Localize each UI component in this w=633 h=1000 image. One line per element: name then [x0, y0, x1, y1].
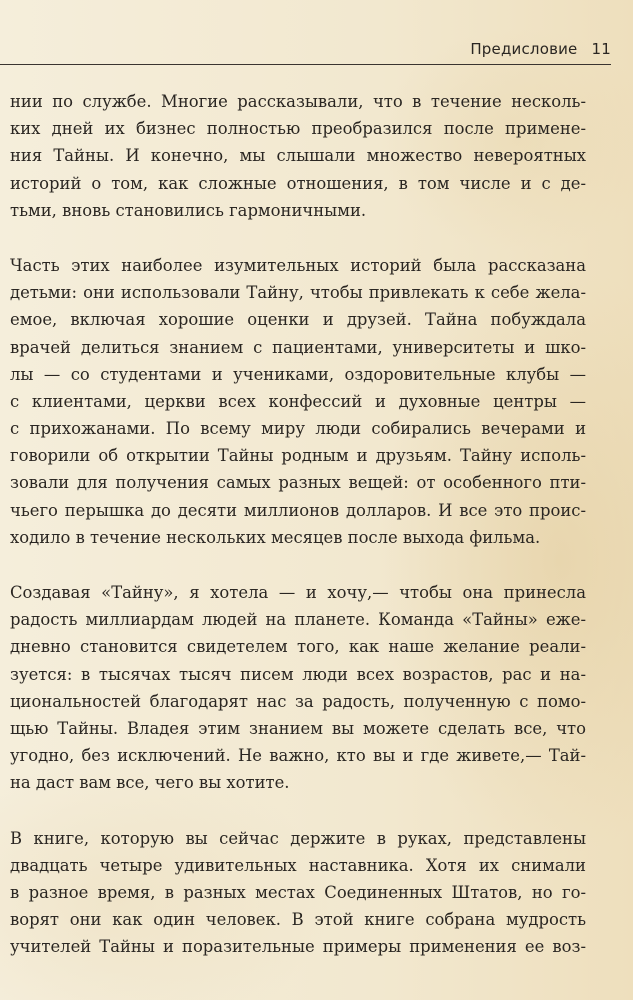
section-title: Предисловие — [470, 40, 578, 58]
text-line: ходило в течение нескольких месяцев после выхода фильма. — [10, 527, 541, 547]
body-text — [10, 88, 586, 988]
text-line: ворят они как один человек. В этой книге собрана мудрость — [10, 910, 586, 930]
text-line: дневно становится свидетелем того, как наше желание реали- — [10, 637, 586, 657]
text-line: циональностей благодарят нас за радость, полученную с помо- — [10, 691, 586, 711]
text-line: угодно, без исключений. Не важно, кто вы и где живете,— Тай- — [10, 746, 586, 766]
text-line: зовали для получения самых разных вещей: от особенного пти- — [10, 473, 586, 493]
text-line: Создавая «Тайну», я хотела — и хочу,— чтобы она принесла — [10, 583, 586, 602]
page-number: 11 — [591, 40, 611, 58]
text-line: Часть этих наиболее изумительных историй была рассказана — [10, 255, 586, 275]
text-line: с клиентами, церкви всех конфессий и духовные центры — — [10, 391, 586, 411]
text-line: историй о том, как сложные отношения, в том числе и с де- — [10, 173, 586, 193]
text-line: лы — со студентами и учениками, оздоровительные клубы — — [10, 364, 586, 384]
text-line: врачей делиться знанием с пациентами, университеты и шко- — [10, 337, 586, 357]
text-line: на даст вам все, чего вы хотите. — [10, 773, 290, 793]
paragraph-1 — [10, 88, 586, 224]
text-line: тьми, вновь становились гармоничными. — [10, 200, 367, 220]
text-line: В книге, которую вы сейчас держите в руках, представлены — [10, 828, 586, 848]
text-line: щью Тайны. Владея этим знанием вы можете сделать все, что — [10, 718, 586, 738]
text-line: детьми: они использовали Тайну, чтобы привлекать к себе жела- — [10, 283, 586, 303]
text-line: нии по службе. Многие рассказывали, что в течение несколь- — [10, 92, 586, 111]
paragraph-4 — [10, 825, 586, 961]
paragraph-3 — [10, 579, 586, 797]
text-line: с прихожанами. По всему миру люди собирались вечерами и — [10, 419, 586, 439]
text-line: двадцать четыре удивительных наставника. Хотя их снимали — [10, 855, 586, 875]
text-line: чьего перышка до десяти миллионов долларов. И все это проис- — [10, 500, 586, 520]
text-line: емое, включая хорошие оценки и друзей. Тайна побуждала — [10, 310, 586, 330]
text-line: в разное время, в разных местах Соединенных Штатов, но го- — [10, 882, 586, 902]
text-line: учителей Тайны и поразительные примеры применения ее воз- — [10, 937, 586, 957]
text-line: ких дней их бизнес полностью преобразился после примене- — [10, 119, 586, 139]
header-rule — [0, 64, 611, 65]
running-header — [470, 40, 611, 58]
text-line: зуется: в тысячах тысяч писем люди всех возрастов, рас и на- — [10, 664, 586, 684]
text-line: радость миллиардам людей на планете. Команда «Тайны» еже- — [10, 610, 586, 630]
text-line: говорили об открытии Тайны родным и друзьям. Тайну исполь- — [10, 446, 586, 466]
text-line: ния Тайны. И конечно, мы слышали множество невероятных — [10, 146, 586, 166]
paragraph-2 — [10, 252, 586, 551]
